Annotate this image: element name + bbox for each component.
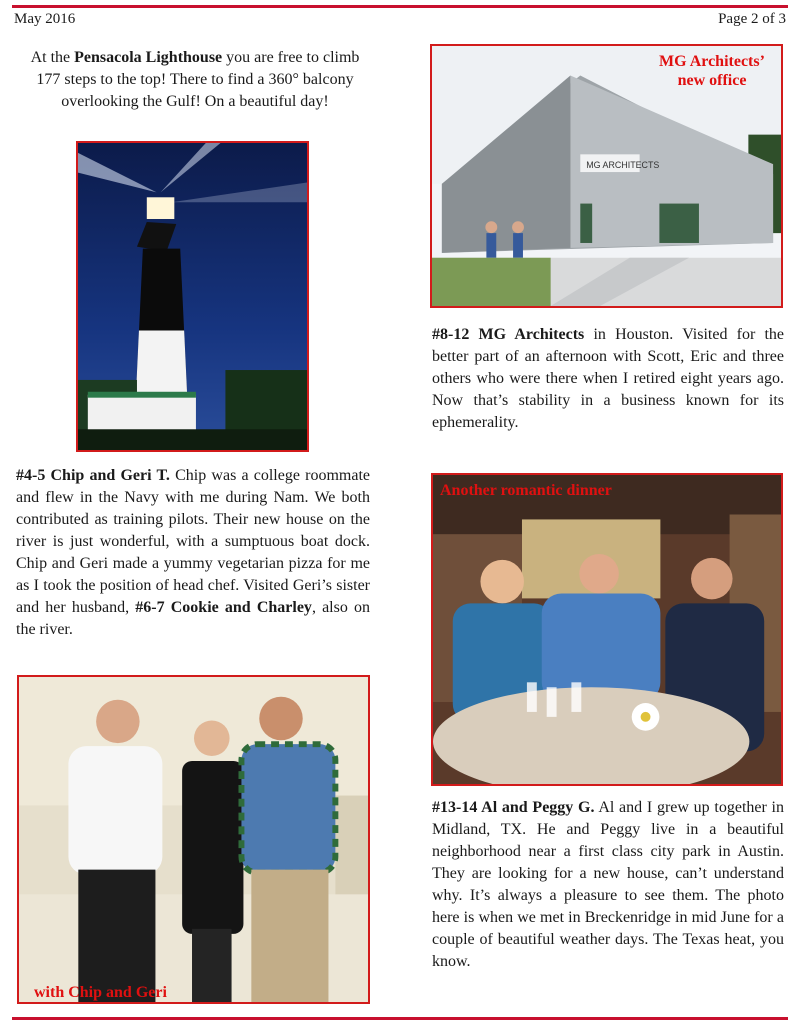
- dinner-photo: [431, 473, 783, 786]
- bottom-rule: [12, 1017, 788, 1020]
- mg-sign-text: MG ARCHITECTS: [586, 160, 660, 171]
- al-peggy-heading: #13-14 Al and Peggy G.: [432, 799, 595, 816]
- mg-architects-text: #8-12 MG Architects in Houston. Visited for the better part of an afternoon with Scott, Eric and three others who were there when I retired eight years ago. Now that’s stability in a business known for its ephemerality.: [432, 326, 785, 431]
- chip-geri-caption: with Chip and Geri: [34, 984, 167, 1001]
- mg-architects-caption: MG Architects’ new office: [659, 53, 765, 89]
- dinner-caption: Another romantic dinner: [440, 482, 612, 499]
- issue-date: May 2016: [14, 11, 76, 27]
- lighthouse-text: At the Pensacola Lighthouse you are free to climb 177 steps to the top! There to find a 360° balcony overlooking the Gulf! On a beautiful day!: [30, 49, 360, 110]
- chip-geri-text: #4-5 Chip and Geri T. Chip was a college roommate and flew in the Navy with me during Nam. We both contributed as training pilots. Their new house on the river is just wonderful, with a sumptuous boat dock. Chip and Geri made a yummy vegetarian pizza for me as I took the position of head chef. Visited Geri’s sister and her husband, #6-7 Cookie and Charley, also on the river.: [16, 467, 370, 638]
- al-peggy-text: #13-14 Al and Peggy G. Al and I grew up together in Midland, TX. He and Peggy live in a beautiful neighborhood near a first class city park in Austin. They are looking for a new house, can’t understand why. It’s always a pleasure to see them. The photo here is when we met in Breckenridge in mid June for a couple of beautiful weather days. The Texas heat, you know.: [432, 799, 784, 970]
- page-number: Page 2 of 3: [718, 11, 786, 27]
- chip-geri-heading: #4-5 Chip and Geri T.: [16, 467, 170, 484]
- chip-geri-photo: [17, 675, 370, 1004]
- mg-architects-heading: #8-12 MG Architects: [432, 326, 585, 343]
- lighthouse-photo: [76, 141, 309, 452]
- top-rule: [12, 5, 788, 8]
- lighthouse-name: Pensacola Lighthouse: [74, 49, 223, 66]
- cookie-charley-heading: #6-7 Cookie and Charley: [135, 599, 312, 616]
